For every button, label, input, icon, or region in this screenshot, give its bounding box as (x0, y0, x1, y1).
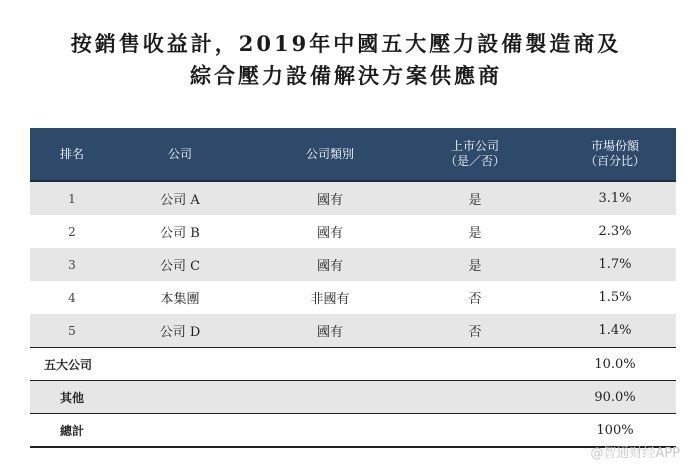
share-cell: 1.5% (598, 290, 632, 305)
company-cell: 本集團 (160, 292, 200, 307)
table-row (30, 182, 676, 215)
others-label: 其他 (60, 390, 85, 405)
rank-cell: 4 (68, 290, 76, 305)
rank-cell: 2 (68, 224, 76, 239)
listed-cell: 是 (468, 226, 482, 241)
watermark: @智通财经APP (590, 446, 680, 461)
share-cell: 3.1% (598, 191, 632, 206)
rank-cell: 5 (68, 323, 76, 338)
company-cell: 公司 A (160, 193, 200, 208)
top5-label: 五大公司 (44, 357, 93, 372)
company-cell: 公司 C (159, 259, 201, 274)
company-cell: 公司 B (160, 226, 200, 241)
listed-cell: 否 (468, 325, 482, 340)
header-share-line-2: （百分比） (584, 154, 645, 168)
header-listed-line-2: （是／否） (444, 154, 505, 168)
header-listed (415, 128, 535, 180)
share-cell: 1.4% (598, 323, 632, 338)
rank-cell: 3 (68, 257, 76, 272)
others-value: 90.0% (594, 389, 636, 405)
page-title-line-1: 按銷售收益計，2019年中國五大壓力設備製造商及 (70, 31, 622, 56)
category-cell: 國有 (316, 325, 343, 340)
header-rank: 排名 (59, 146, 84, 161)
header-company: 公司 (167, 146, 192, 161)
table-row (30, 314, 676, 347)
total-label: 總計 (60, 423, 85, 438)
header-listed-line-1: 上市公司 (450, 139, 499, 153)
listed-cell: 是 (468, 259, 482, 274)
header-share-line-1: 市場份額 (590, 139, 639, 153)
category-cell: 國有 (316, 193, 343, 208)
summary-row-top5 (30, 347, 676, 380)
top5-value: 10.0% (594, 356, 636, 372)
category-cell: 國有 (316, 259, 343, 274)
category-cell: 國有 (316, 226, 343, 241)
company-cell: 公司 D (159, 325, 201, 340)
summary-row-total (30, 413, 676, 448)
market-share-table (30, 128, 676, 448)
share-cell: 1.7% (598, 257, 632, 272)
table-row (30, 248, 676, 281)
summary-row-others (30, 380, 676, 413)
page-title-line-2: 綜合壓力設備解決方案供應商 (190, 63, 502, 88)
table-header (30, 128, 676, 182)
listed-cell: 否 (468, 292, 482, 307)
header-category: 公司類別 (305, 146, 354, 161)
rank-cell: 1 (68, 191, 76, 206)
header-share (565, 128, 665, 180)
total-value: 100% (596, 422, 634, 438)
table-row (30, 215, 676, 248)
share-cell: 2.3% (598, 224, 632, 239)
category-cell: 非國有 (310, 292, 350, 307)
listed-cell: 是 (468, 193, 482, 208)
table-row (30, 281, 676, 314)
